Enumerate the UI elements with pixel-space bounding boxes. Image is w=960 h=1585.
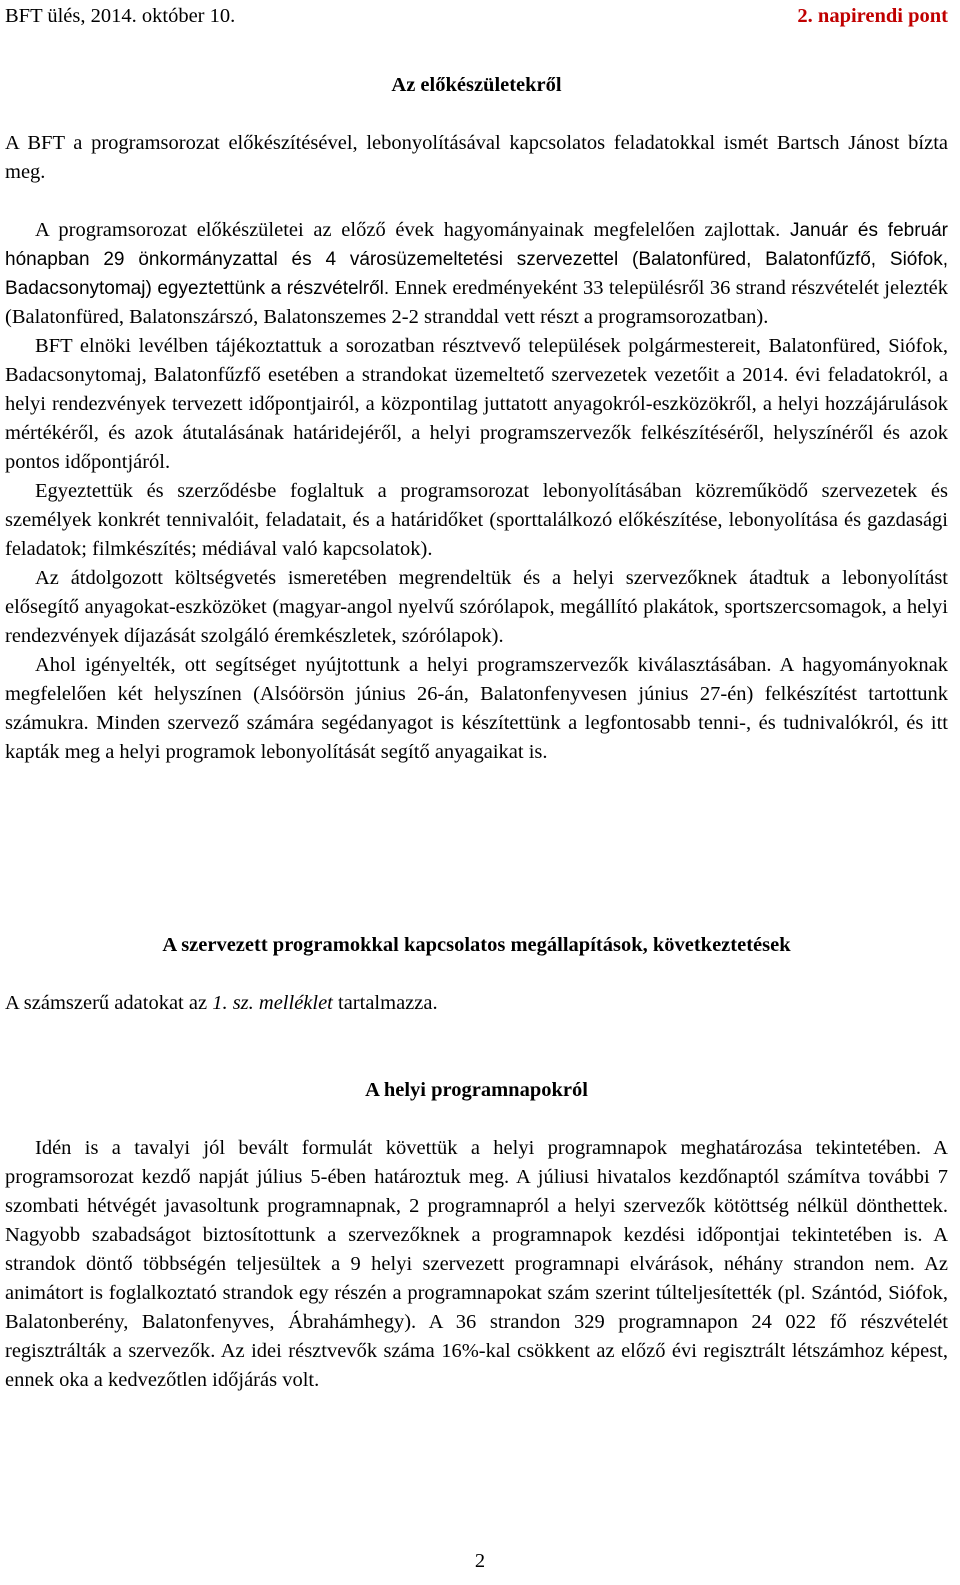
preparations-body bbox=[5, 216, 948, 767]
program-days-body bbox=[5, 1134, 948, 1395]
paragraph-consultation-sans: Január és február hónapban 29 önkormányzattal és 4 városüzemeltetési szervezettel (Balatonfüred, Balatonfűzfő, Siófok, Badacsonytomaj) egyeztettünk a részvételről. bbox=[5, 220, 948, 299]
annex-reference: 1. sz. melléklet bbox=[212, 992, 333, 1014]
intro-paragraph bbox=[5, 129, 948, 187]
paragraph-materials: Az átdolgozott költségvetés ismeretében megrendeltük és a helyi szervezőknek átadtuk a lebonyolítást elősegítő anyagokat-eszközöket (magyar-angol nyelvű szórólapok, megállító plakátok, sportszercsomagok, a helyi rendezvények díjazását szolgáló éremkészletek, szórólapok). bbox=[5, 567, 948, 647]
section-title-program-days: A helyi programnapokról bbox=[365, 1079, 588, 1101]
paragraph-program-days: Idén is a tavalyi jól bevált formulát követtük a helyi programnapok meghatározása tekintetében. A programsorozat kezdő napját július 5-ében határoztuk meg. A júliusi hivatalos kezdőnaptól számítva további 7 szombati hétvégét javasoltunk programnapnak, 2 programnapról a helyi szervezők kötöttség nélkül dönthettek. Nagyobb szabadságot biztosítottunk a szervezőknek a programnapok kezdési időpontjai tekintetében is. A strandok döntő többségén teljesültek a 9 helyi szervezett programnapi elvárások, néhány strandon nem. Az animátort is foglalkoztató strandok egy részén a programnapokat szám szerint túlteljesítették (pl. Szántód, Siófok, Balatonberény, Balatonfenyves, Ábrahámhegy). A 36 strandon 329 programnapon 24 022 fő részvételét regisztrálták a szervezők. Az idei résztvevők száma 16%-kal csökkent az előző évi regisztrált létszámhoz képest, ennek oka a kedvezőtlen időjárás volt. bbox=[5, 1137, 948, 1391]
meeting-date: BFT ülés, 2014. október 10. bbox=[5, 5, 236, 27]
paragraph-contracts: Egyeztettük és szerződésbe foglaltuk a programsorozat lebonyolításában közreműködő szervezetek és személyek konkrét tennivalóit, feladatait, és a határidőket (sporttalálkozó előkészítése, lebonyolítása és gazdasági feladatok; filmkészítés; médiával való kapcsolatok). bbox=[5, 480, 948, 560]
section-title-preparations: Az előkészületekről bbox=[391, 74, 562, 96]
paragraph-consultation-lead: A programsorozat előkészületei az előző évek hagyományainak megfelelően zajlottak. bbox=[35, 219, 781, 241]
paragraph-consultation-rest: Ennek eredményeként 33 településről 36 strand részvételét jelezték (Balatonfüred, Balatonszárszó, Balatonszemes 2-2 stranddal vett részt a programsorozatban). bbox=[5, 277, 949, 328]
findings-text bbox=[5, 989, 948, 1018]
intro-text: A BFT a programsorozat előkészítésével, lebonyolításával kapcsolatos feladatokkal ismét Bartsch Jánost bízta meg. bbox=[5, 132, 948, 183]
page-header bbox=[5, 2, 948, 32]
findings-text-after: tartalmazza. bbox=[332, 992, 438, 1014]
paragraph-consultation bbox=[5, 216, 948, 332]
paragraph-organizers: Ahol igényelték, ott segítséget nyújtottunk a helyi programszervezők kiválasztásában. A hagyományoknak megfelelően két helyszínen (Alsóörsön június 26-án, Balatonfenyvesen június 27-én) felkészítést tartottunk számukra. Minden szervező számára segédanyagot is készítettünk a legfontosabb tenni-, és tudnivalókról, és itt kapták meg a helyi programok lebonyolítását segítő anyagaikat is. bbox=[5, 654, 948, 763]
findings-paragraph bbox=[5, 989, 948, 1018]
agenda-item: 2. napirendi pont bbox=[797, 5, 948, 27]
page-number: 2 bbox=[474, 1550, 486, 1572]
section-title-findings: A szervezett programokkal kapcsolatos megállapítások, következtetések bbox=[162, 934, 791, 956]
paragraph-mayor-letter: BFT elnöki levélben tájékoztattuk a sorozatban résztvevő települések polgármestereit, Balatonfüred, Siófok, Badacsonytomaj, Balatonfűzfő esetében a strandokat üzemeltető szervezetek vezetőit a 2014. évi feladatokról, a helyi rendezvények tervezett időpontjairól, a központilag juttatott anyagokról-eszközökről, a helyi hozzájárulások mértékéről, és azok átutalásának határidejéről, a helyi programszervezők felkészítéséről, helyszínéről és azok pontos időpontjáról. bbox=[5, 335, 948, 473]
findings-text-before: A számszerű adatokat az bbox=[5, 992, 213, 1014]
